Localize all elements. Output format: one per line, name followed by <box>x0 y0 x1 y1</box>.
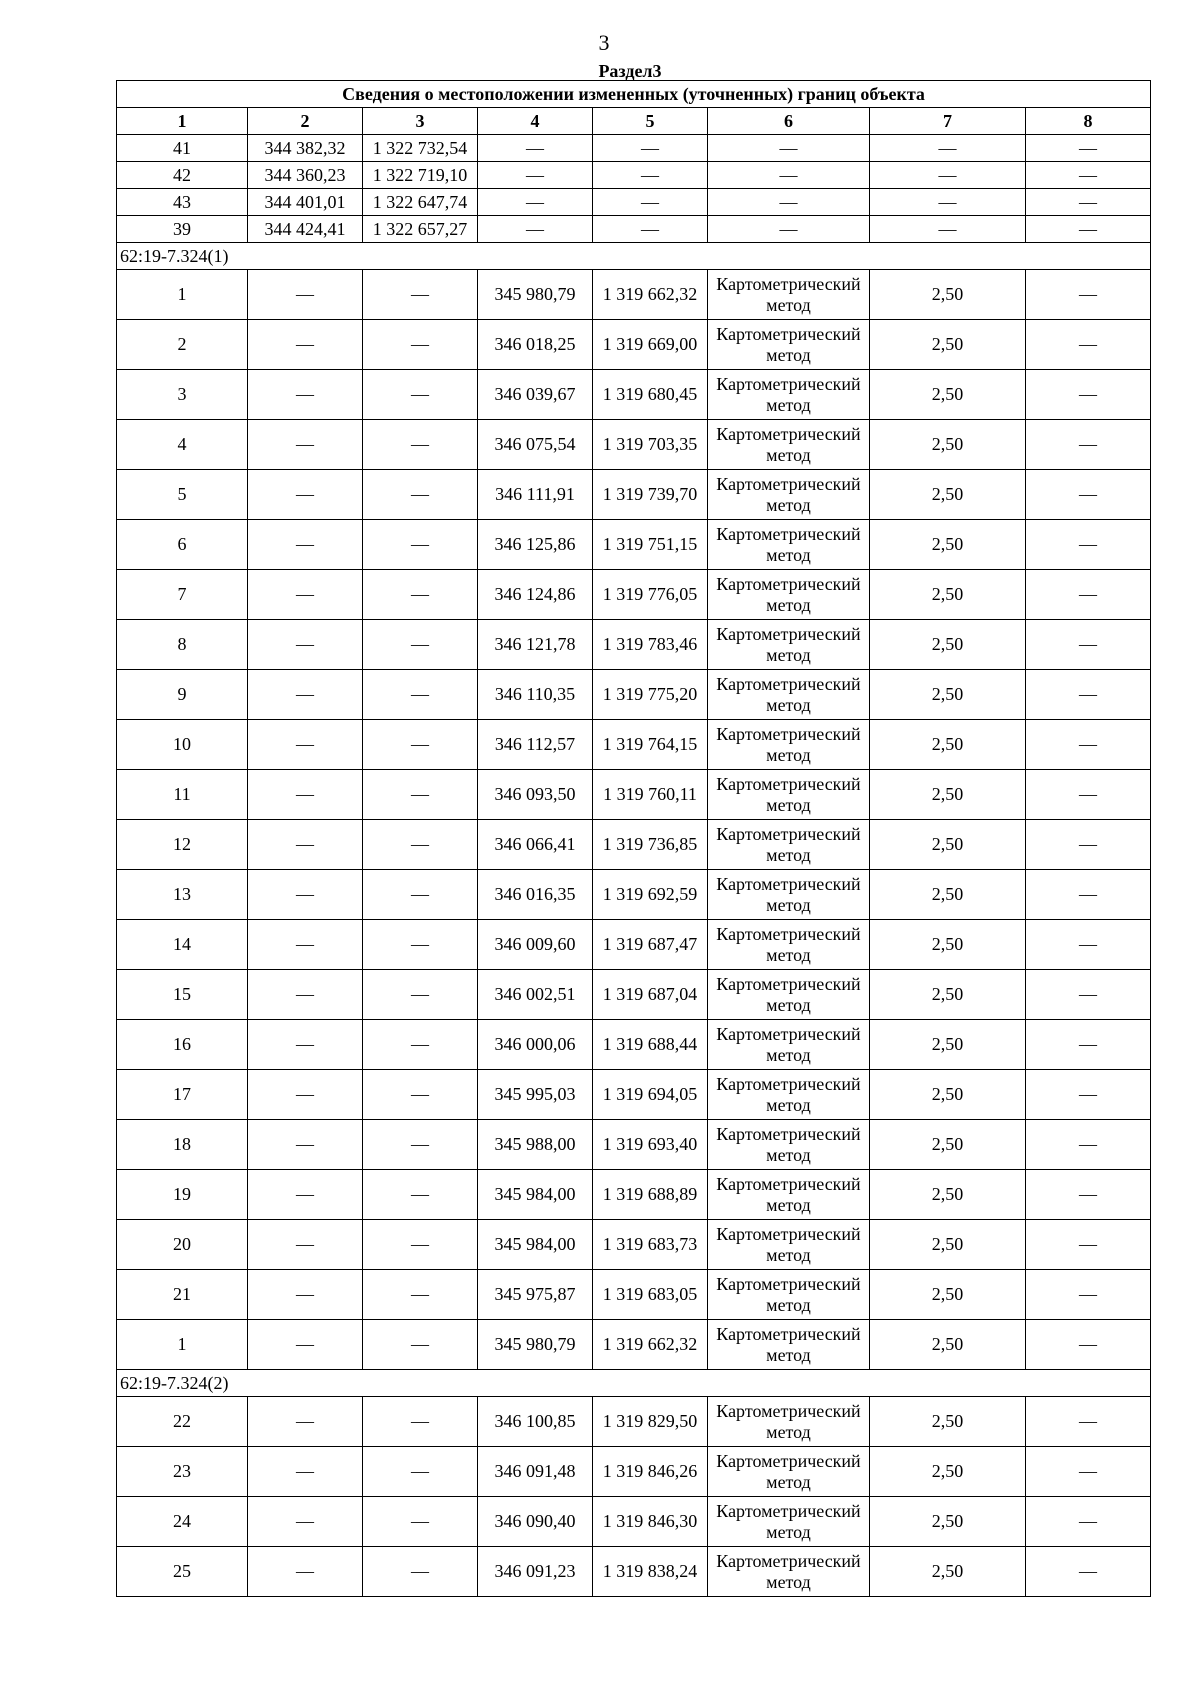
description-cell: — <box>1026 370 1151 420</box>
method-cell: Картометрический метод <box>708 470 870 520</box>
point-number-cell: 39 <box>117 216 248 243</box>
description-cell: — <box>1026 570 1151 620</box>
description-cell: — <box>1026 720 1151 770</box>
point-number-cell: 42 <box>117 162 248 189</box>
table-row <box>117 1170 1151 1220</box>
y-existing-cell: — <box>363 420 478 470</box>
point-number-cell: 23 <box>117 1447 248 1497</box>
point-number-cell: 4 <box>117 420 248 470</box>
x-existing-cell: — <box>248 1170 363 1220</box>
method-cell: Картометрический метод <box>708 920 870 970</box>
x-existing-cell: — <box>248 520 363 570</box>
group-label: 62:19-7.324(2) <box>117 1370 1151 1397</box>
y-existing-cell: — <box>363 1547 478 1597</box>
table-row <box>117 1320 1151 1370</box>
table-row <box>117 720 1151 770</box>
y-existing-cell: — <box>363 670 478 720</box>
accuracy-cell: 2,50 <box>870 1397 1026 1447</box>
method-cell: Картометрический метод <box>708 1397 870 1447</box>
y-existing-cell: — <box>363 1170 478 1220</box>
table-row <box>117 770 1151 820</box>
y-existing-cell: — <box>363 320 478 370</box>
description-cell: — <box>1026 1447 1151 1497</box>
y-new-cell: — <box>593 135 708 162</box>
x-new-cell: — <box>478 135 593 162</box>
y-new-cell: — <box>593 189 708 216</box>
point-number-cell: 1 <box>117 1320 248 1370</box>
method-cell: Картометрический метод <box>708 870 870 920</box>
x-existing-cell: — <box>248 770 363 820</box>
y-existing-cell: 1 322 657,27 <box>363 216 478 243</box>
accuracy-cell: — <box>870 162 1026 189</box>
description-cell: — <box>1026 1397 1151 1447</box>
x-existing-cell: — <box>248 820 363 870</box>
point-number-cell: 16 <box>117 1020 248 1070</box>
x-existing-cell: — <box>248 1220 363 1270</box>
x-new-cell: 346 091,23 <box>478 1547 593 1597</box>
description-cell: — <box>1026 420 1151 470</box>
point-number-cell: 10 <box>117 720 248 770</box>
accuracy-cell: — <box>870 189 1026 216</box>
column-number: 1 <box>117 108 248 135</box>
table-row <box>117 1270 1151 1320</box>
method-cell: Картометрический метод <box>708 720 870 770</box>
y-existing-cell: 1 322 719,10 <box>363 162 478 189</box>
boundary-table <box>116 80 1151 1597</box>
point-number-cell: 1 <box>117 270 248 320</box>
column-number: 2 <box>248 108 363 135</box>
accuracy-cell: 2,50 <box>870 720 1026 770</box>
accuracy-cell: 2,50 <box>870 1220 1026 1270</box>
column-number: 4 <box>478 108 593 135</box>
x-new-cell: 346 110,35 <box>478 670 593 720</box>
description-cell: — <box>1026 162 1151 189</box>
y-existing-cell: — <box>363 370 478 420</box>
x-new-cell: 346 000,06 <box>478 1020 593 1070</box>
table-caption-row <box>117 81 1151 108</box>
x-existing-cell: 344 424,41 <box>248 216 363 243</box>
table-row <box>117 970 1151 1020</box>
y-new-cell: 1 319 751,15 <box>593 520 708 570</box>
y-existing-cell: — <box>363 820 478 870</box>
method-cell: Картометрический метод <box>708 570 870 620</box>
x-existing-cell: — <box>248 1320 363 1370</box>
description-cell: — <box>1026 470 1151 520</box>
description-cell: — <box>1026 820 1151 870</box>
y-new-cell: 1 319 846,30 <box>593 1497 708 1547</box>
x-new-cell: 345 988,00 <box>478 1120 593 1170</box>
method-cell: Картометрический метод <box>708 1070 870 1120</box>
table-row <box>117 216 1151 243</box>
y-new-cell: 1 319 693,40 <box>593 1120 708 1170</box>
description-cell: — <box>1026 216 1151 243</box>
accuracy-cell: 2,50 <box>870 820 1026 870</box>
point-number-cell: 7 <box>117 570 248 620</box>
y-new-cell: 1 319 683,73 <box>593 1220 708 1270</box>
accuracy-cell: — <box>870 216 1026 243</box>
description-cell: — <box>1026 520 1151 570</box>
x-existing-cell: — <box>248 870 363 920</box>
x-new-cell: 345 984,00 <box>478 1220 593 1270</box>
point-number-cell: 15 <box>117 970 248 1020</box>
x-new-cell: 346 039,67 <box>478 370 593 420</box>
y-new-cell: 1 319 776,05 <box>593 570 708 620</box>
point-number-cell: 5 <box>117 470 248 520</box>
method-cell: Картометрический метод <box>708 970 870 1020</box>
description-cell: — <box>1026 189 1151 216</box>
column-number: 3 <box>363 108 478 135</box>
y-new-cell: 1 319 662,32 <box>593 1320 708 1370</box>
method-cell: Картометрический метод <box>708 520 870 570</box>
accuracy-cell: 2,50 <box>870 970 1026 1020</box>
y-existing-cell: — <box>363 570 478 620</box>
table-caption: Сведения о местоположении измененных (уточненных) границ объекта <box>117 81 1151 108</box>
accuracy-cell: 2,50 <box>870 1320 1026 1370</box>
method-cell: Картометрический метод <box>708 1120 870 1170</box>
y-new-cell: — <box>593 162 708 189</box>
method-cell: — <box>708 162 870 189</box>
point-number-cell: 2 <box>117 320 248 370</box>
table-row <box>117 1120 1151 1170</box>
point-number-cell: 25 <box>117 1547 248 1597</box>
accuracy-cell: 2,50 <box>870 1497 1026 1547</box>
x-existing-cell: — <box>248 470 363 520</box>
x-new-cell: 346 111,91 <box>478 470 593 520</box>
table-row <box>117 1447 1151 1497</box>
method-cell: Картометрический метод <box>708 420 870 470</box>
x-existing-cell: — <box>248 620 363 670</box>
description-cell: — <box>1026 270 1151 320</box>
group-header-row <box>117 243 1151 270</box>
group-header-row <box>117 1370 1151 1397</box>
point-number-cell: 9 <box>117 670 248 720</box>
description-cell: — <box>1026 320 1151 370</box>
y-existing-cell: — <box>363 720 478 770</box>
x-new-cell: 345 984,00 <box>478 1170 593 1220</box>
description-cell: — <box>1026 1220 1151 1270</box>
accuracy-cell: 2,50 <box>870 570 1026 620</box>
point-number-cell: 21 <box>117 1270 248 1320</box>
x-new-cell: 346 091,48 <box>478 1447 593 1497</box>
x-new-cell: 346 066,41 <box>478 820 593 870</box>
x-new-cell: 346 093,50 <box>478 770 593 820</box>
y-new-cell: 1 319 687,04 <box>593 970 708 1020</box>
description-cell: — <box>1026 1547 1151 1597</box>
x-existing-cell: — <box>248 420 363 470</box>
x-new-cell: 346 075,54 <box>478 420 593 470</box>
method-cell: Картометрический метод <box>708 1447 870 1497</box>
accuracy-cell: 2,50 <box>870 320 1026 370</box>
column-number: 5 <box>593 108 708 135</box>
table-row <box>117 1547 1151 1597</box>
x-new-cell: 346 009,60 <box>478 920 593 970</box>
x-existing-cell: — <box>248 920 363 970</box>
x-new-cell: 346 016,35 <box>478 870 593 920</box>
method-cell: Картометрический метод <box>708 1170 870 1220</box>
accuracy-cell: 2,50 <box>870 470 1026 520</box>
table-body <box>117 81 1151 1597</box>
accuracy-cell: 2,50 <box>870 270 1026 320</box>
point-number-cell: 3 <box>117 370 248 420</box>
table-row <box>117 870 1151 920</box>
x-existing-cell: — <box>248 1447 363 1497</box>
accuracy-cell: 2,50 <box>870 1270 1026 1320</box>
x-new-cell: 345 980,79 <box>478 270 593 320</box>
point-number-cell: 18 <box>117 1120 248 1170</box>
y-existing-cell: — <box>363 470 478 520</box>
table-row <box>117 1497 1151 1547</box>
x-existing-cell: — <box>248 270 363 320</box>
column-number-row <box>117 108 1151 135</box>
method-cell: — <box>708 189 870 216</box>
x-new-cell: 345 980,79 <box>478 1320 593 1370</box>
x-existing-cell: — <box>248 970 363 1020</box>
column-number: 7 <box>870 108 1026 135</box>
accuracy-cell: 2,50 <box>870 620 1026 670</box>
accuracy-cell: 2,50 <box>870 1547 1026 1597</box>
table-row <box>117 370 1151 420</box>
x-new-cell: 346 090,40 <box>478 1497 593 1547</box>
x-new-cell: 346 100,85 <box>478 1397 593 1447</box>
y-existing-cell: — <box>363 1220 478 1270</box>
accuracy-cell: 2,50 <box>870 1447 1026 1497</box>
y-existing-cell: — <box>363 270 478 320</box>
x-existing-cell: — <box>248 720 363 770</box>
table-row <box>117 620 1151 670</box>
method-cell: Картометрический метод <box>708 1497 870 1547</box>
accuracy-cell: 2,50 <box>870 370 1026 420</box>
y-new-cell: 1 319 669,00 <box>593 320 708 370</box>
y-new-cell: 1 319 829,50 <box>593 1397 708 1447</box>
method-cell: Картометрический метод <box>708 1320 870 1370</box>
point-number-cell: 41 <box>117 135 248 162</box>
table-row <box>117 420 1151 470</box>
table-row <box>117 1397 1151 1447</box>
y-new-cell: 1 319 662,32 <box>593 270 708 320</box>
accuracy-cell: — <box>870 135 1026 162</box>
y-new-cell: 1 319 764,15 <box>593 720 708 770</box>
table-row <box>117 189 1151 216</box>
accuracy-cell: 2,50 <box>870 520 1026 570</box>
y-existing-cell: — <box>363 1397 478 1447</box>
accuracy-cell: 2,50 <box>870 920 1026 970</box>
point-number-cell: 43 <box>117 189 248 216</box>
y-new-cell: 1 319 688,89 <box>593 1170 708 1220</box>
x-existing-cell: 344 401,01 <box>248 189 363 216</box>
x-existing-cell: — <box>248 1397 363 1447</box>
method-cell: Картометрический метод <box>708 370 870 420</box>
x-existing-cell: — <box>248 1120 363 1170</box>
point-number-cell: 20 <box>117 1220 248 1270</box>
method-cell: Картометрический метод <box>708 820 870 870</box>
point-number-cell: 6 <box>117 520 248 570</box>
y-existing-cell: — <box>363 1020 478 1070</box>
x-new-cell: 346 125,86 <box>478 520 593 570</box>
point-number-cell: 8 <box>117 620 248 670</box>
point-number-cell: 13 <box>117 870 248 920</box>
description-cell: — <box>1026 970 1151 1020</box>
description-cell: — <box>1026 1270 1151 1320</box>
description-cell: — <box>1026 620 1151 670</box>
table-row <box>117 1070 1151 1120</box>
x-existing-cell: — <box>248 1070 363 1120</box>
y-existing-cell: 1 322 647,74 <box>363 189 478 216</box>
description-cell: — <box>1026 1120 1151 1170</box>
method-cell: Картометрический метод <box>708 1270 870 1320</box>
method-cell: — <box>708 216 870 243</box>
y-existing-cell: — <box>363 520 478 570</box>
y-new-cell: — <box>593 216 708 243</box>
x-new-cell: 346 112,57 <box>478 720 593 770</box>
method-cell: Картометрический метод <box>708 1547 870 1597</box>
x-new-cell: 346 018,25 <box>478 320 593 370</box>
column-number: 8 <box>1026 108 1151 135</box>
x-existing-cell: — <box>248 370 363 420</box>
description-cell: — <box>1026 135 1151 162</box>
accuracy-cell: 2,50 <box>870 1120 1026 1170</box>
method-cell: Картометрический метод <box>708 770 870 820</box>
y-existing-cell: — <box>363 920 478 970</box>
x-existing-cell: — <box>248 1270 363 1320</box>
description-cell: — <box>1026 870 1151 920</box>
x-new-cell: 345 995,03 <box>478 1070 593 1120</box>
table-row <box>117 162 1151 189</box>
table-row <box>117 670 1151 720</box>
x-existing-cell: — <box>248 320 363 370</box>
description-cell: — <box>1026 1070 1151 1120</box>
point-number-cell: 19 <box>117 1170 248 1220</box>
accuracy-cell: 2,50 <box>870 1070 1026 1120</box>
y-existing-cell: — <box>363 770 478 820</box>
table-row <box>117 1020 1151 1070</box>
y-new-cell: 1 319 775,20 <box>593 670 708 720</box>
y-new-cell: 1 319 760,11 <box>593 770 708 820</box>
method-cell: Картометрический метод <box>708 1020 870 1070</box>
y-existing-cell: — <box>363 1320 478 1370</box>
point-number-cell: 17 <box>117 1070 248 1120</box>
page-number: 3 <box>598 30 610 55</box>
y-new-cell: 1 319 694,05 <box>593 1070 708 1120</box>
description-cell: — <box>1026 1497 1151 1547</box>
accuracy-cell: 2,50 <box>870 420 1026 470</box>
x-new-cell: 346 002,51 <box>478 970 593 1020</box>
point-number-cell: 22 <box>117 1397 248 1447</box>
accuracy-cell: 2,50 <box>870 1020 1026 1070</box>
method-cell: Картометрический метод <box>708 620 870 670</box>
table-row <box>117 520 1151 570</box>
y-new-cell: 1 319 783,46 <box>593 620 708 670</box>
table-row <box>117 320 1151 370</box>
x-existing-cell: — <box>248 570 363 620</box>
y-new-cell: 1 319 687,47 <box>593 920 708 970</box>
y-existing-cell: — <box>363 1447 478 1497</box>
y-existing-cell: — <box>363 870 478 920</box>
y-new-cell: 1 319 703,35 <box>593 420 708 470</box>
table-row <box>117 920 1151 970</box>
x-existing-cell: — <box>248 1497 363 1547</box>
y-existing-cell: 1 322 732,54 <box>363 135 478 162</box>
column-number: 6 <box>708 108 870 135</box>
group-label: 62:19-7.324(1) <box>117 243 1151 270</box>
x-new-cell: 345 975,87 <box>478 1270 593 1320</box>
accuracy-cell: 2,50 <box>870 770 1026 820</box>
x-new-cell: — <box>478 162 593 189</box>
x-existing-cell: 344 382,32 <box>248 135 363 162</box>
x-existing-cell: 344 360,23 <box>248 162 363 189</box>
table-row <box>117 570 1151 620</box>
x-new-cell: — <box>478 216 593 243</box>
table-row <box>117 820 1151 870</box>
description-cell: — <box>1026 1170 1151 1220</box>
method-cell: — <box>708 135 870 162</box>
description-cell: — <box>1026 920 1151 970</box>
accuracy-cell: 2,50 <box>870 1170 1026 1220</box>
method-cell: Картометрический метод <box>708 670 870 720</box>
method-cell: Картометрический метод <box>708 270 870 320</box>
point-number-cell: 11 <box>117 770 248 820</box>
x-existing-cell: — <box>248 1547 363 1597</box>
method-cell: Картометрический метод <box>708 320 870 370</box>
method-cell: Картометрический метод <box>708 1220 870 1270</box>
accuracy-cell: 2,50 <box>870 670 1026 720</box>
y-new-cell: 1 319 736,85 <box>593 820 708 870</box>
section-title: Раздел3 <box>598 61 662 81</box>
y-new-cell: 1 319 739,70 <box>593 470 708 520</box>
x-new-cell: 346 121,78 <box>478 620 593 670</box>
y-new-cell: 1 319 838,24 <box>593 1547 708 1597</box>
y-existing-cell: — <box>363 970 478 1020</box>
y-existing-cell: — <box>363 1497 478 1547</box>
x-existing-cell: — <box>248 670 363 720</box>
accuracy-cell: 2,50 <box>870 870 1026 920</box>
x-new-cell: — <box>478 189 593 216</box>
y-existing-cell: — <box>363 1270 478 1320</box>
y-new-cell: 1 319 680,45 <box>593 370 708 420</box>
point-number-cell: 14 <box>117 920 248 970</box>
description-cell: — <box>1026 1020 1151 1070</box>
y-existing-cell: — <box>363 1120 478 1170</box>
x-new-cell: 346 124,86 <box>478 570 593 620</box>
y-new-cell: 1 319 846,26 <box>593 1447 708 1497</box>
description-cell: — <box>1026 770 1151 820</box>
x-existing-cell: — <box>248 1020 363 1070</box>
description-cell: — <box>1026 1320 1151 1370</box>
table-row <box>117 135 1151 162</box>
y-new-cell: 1 319 688,44 <box>593 1020 708 1070</box>
description-cell: — <box>1026 670 1151 720</box>
point-number-cell: 24 <box>117 1497 248 1547</box>
y-new-cell: 1 319 683,05 <box>593 1270 708 1320</box>
y-existing-cell: — <box>363 1070 478 1120</box>
table-row <box>117 470 1151 520</box>
table-row <box>117 1220 1151 1270</box>
point-number-cell: 12 <box>117 820 248 870</box>
y-new-cell: 1 319 692,59 <box>593 870 708 920</box>
y-existing-cell: — <box>363 620 478 670</box>
table-row <box>117 270 1151 320</box>
